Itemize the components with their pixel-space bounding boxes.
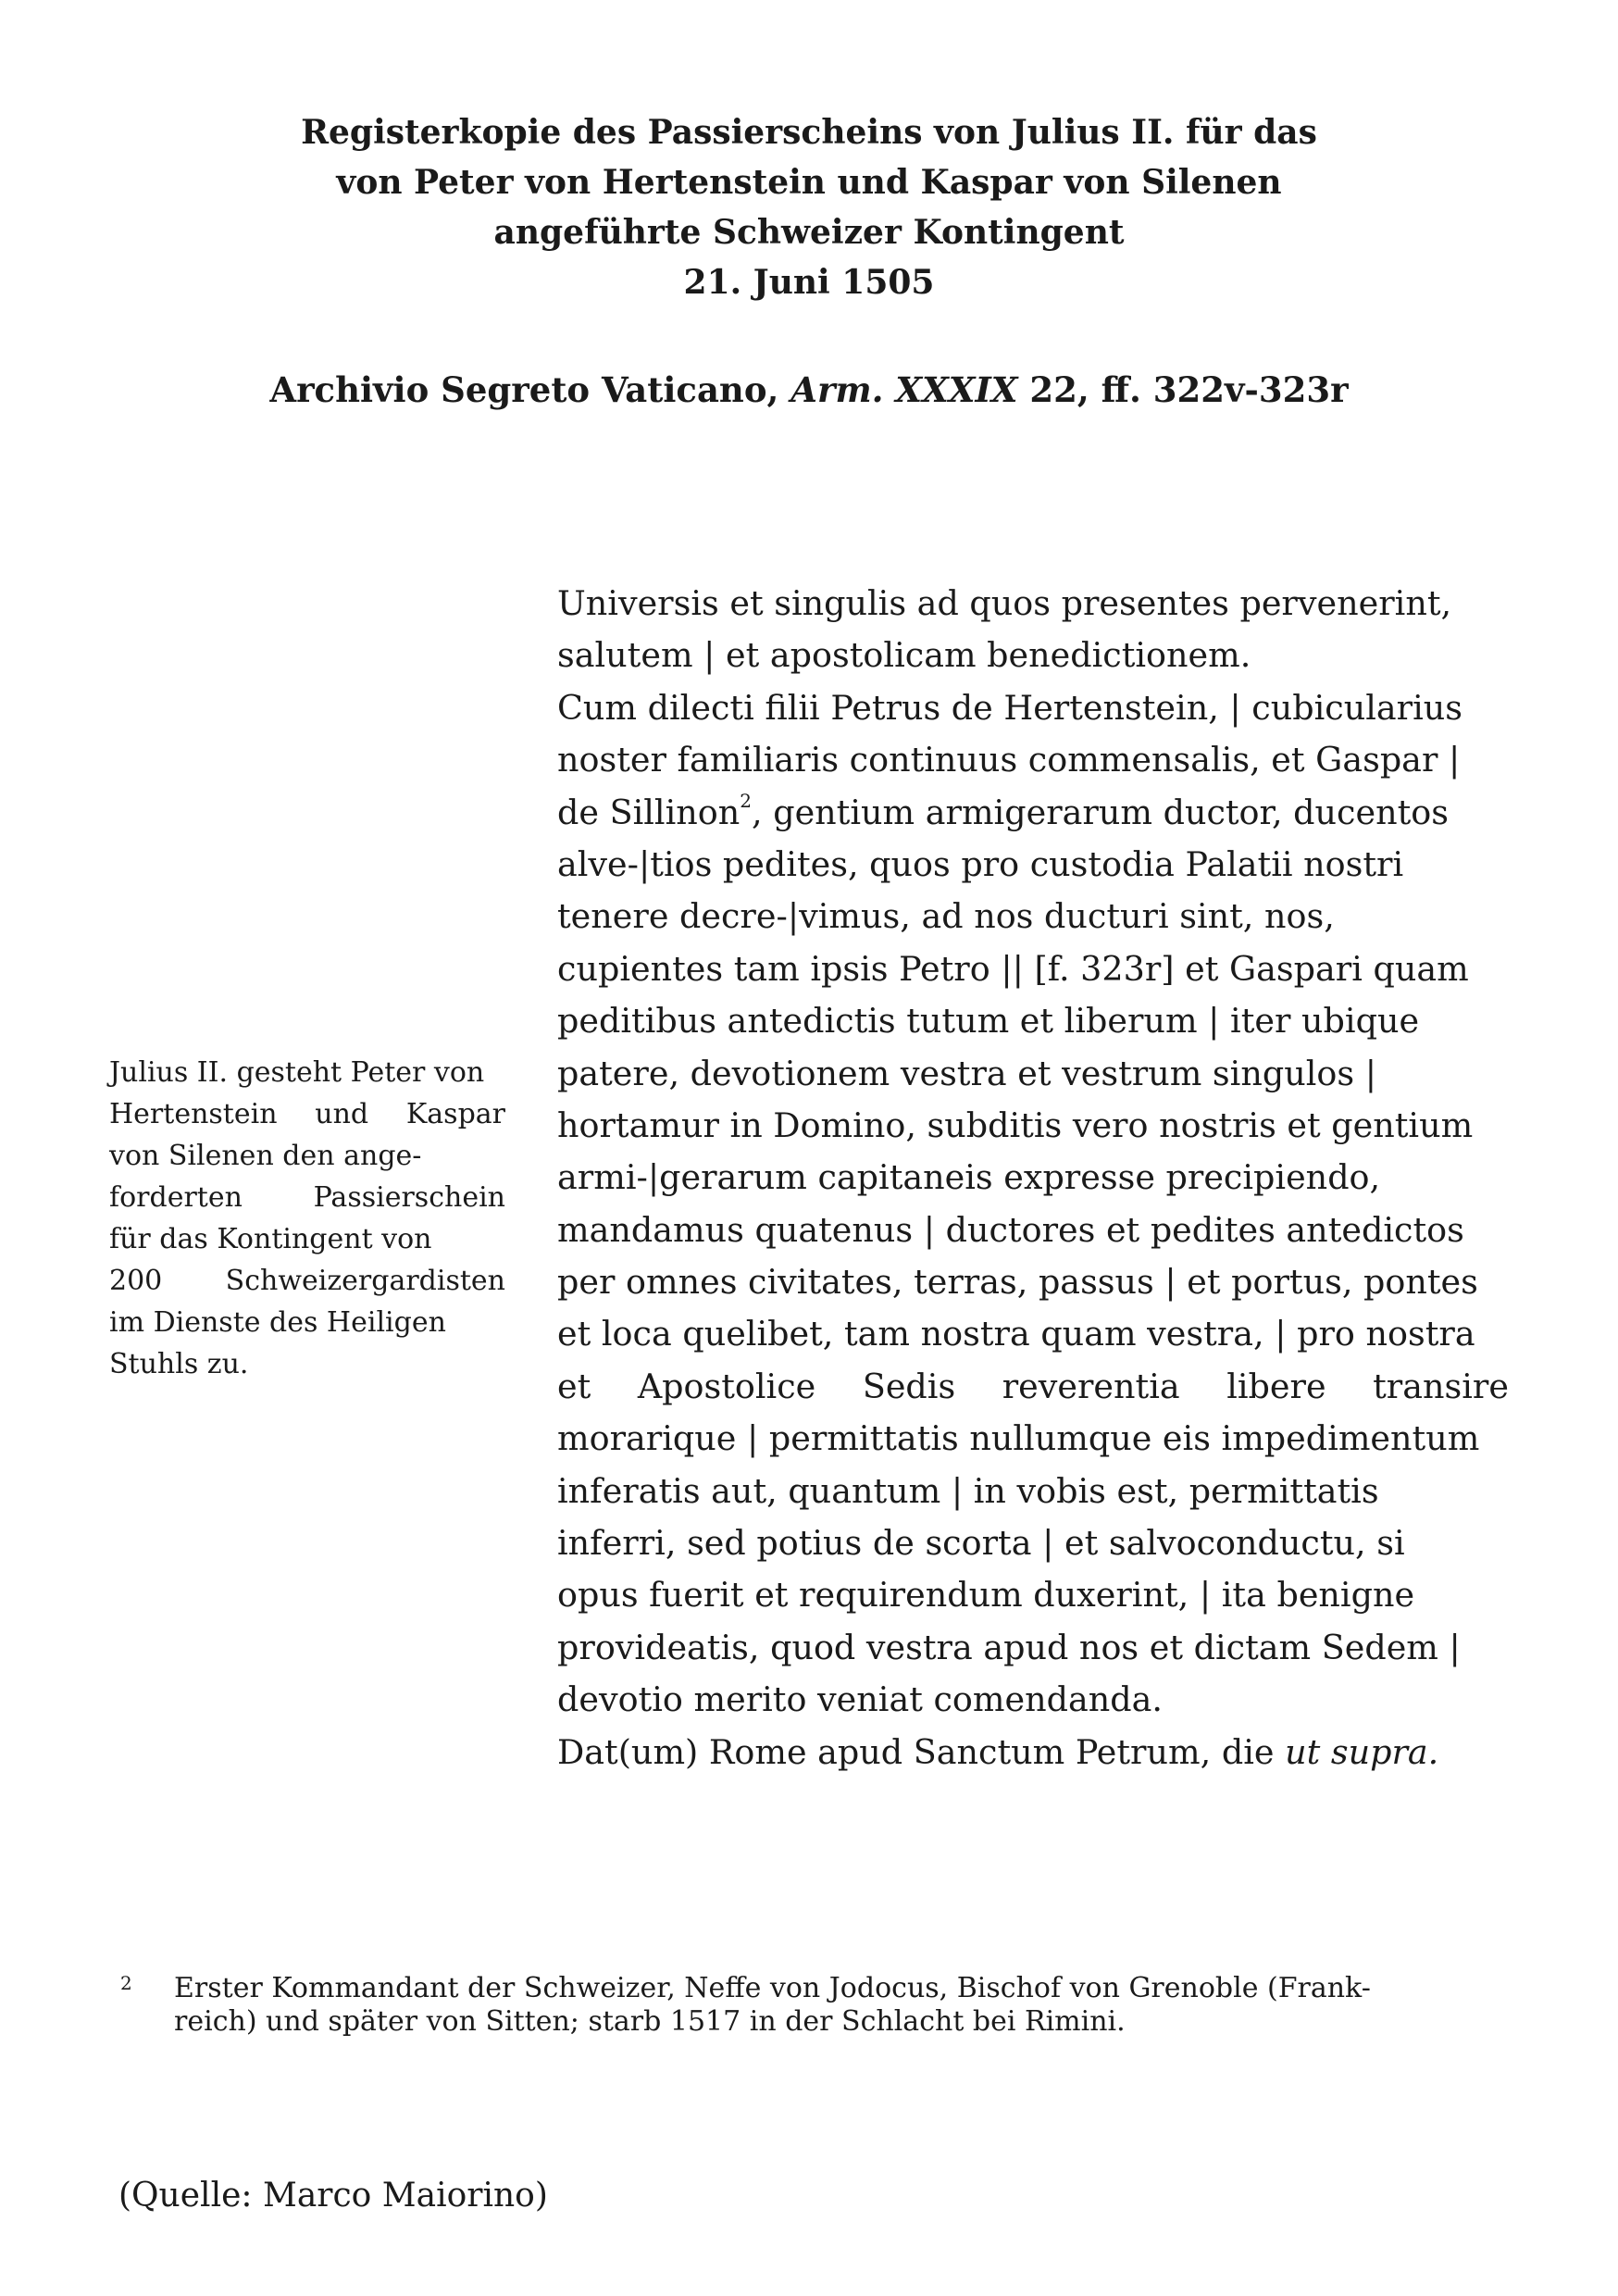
summary-word: Passierschein: [313, 1181, 505, 1214]
transcription-line: cupientes tam ipsis Petro || [f. 323r] et Gaspari quam: [557, 948, 1469, 989]
transcription-line: alve-|tios pedites, quos pro custodia Palatii nostri: [557, 843, 1404, 884]
transcription-word: transire: [1373, 1366, 1509, 1406]
summary-word: 200: [109, 1265, 163, 1297]
archive-folios: 22, ff. 322v-323r: [1017, 369, 1349, 410]
transcription-line: inferri, sed potius de scorta | et salvoconductu, si: [557, 1523, 1405, 1564]
transcription-line: hortamur in Domino, subditis vero nostris et gentium: [557, 1104, 1474, 1145]
transcription-line: [557, 787, 1509, 839]
transcription-line: opus fuerit et requirendum duxerint, | ita benigne: [557, 1575, 1415, 1616]
transcription-word: reverentia: [1002, 1366, 1180, 1406]
summary-line: für das Kontingent von: [109, 1223, 432, 1255]
transcription-line: devotio merito veniat comendanda.: [557, 1679, 1163, 1720]
transcription-line: inferatis aut, quantum | in vobis est, permittatis: [557, 1470, 1379, 1511]
latin-transcription: [557, 578, 1509, 1778]
transcription-line: peditibus antedictis tutum et liberum | iter ubique: [557, 1001, 1420, 1042]
archive-shelfmark: Arm. XXXIX: [790, 369, 1018, 410]
transcription-text: Dat(um) Rome apud Sanctum Petrum, die: [557, 1731, 1286, 1772]
transcription-line: [557, 1361, 1509, 1413]
footnote-text: [174, 1972, 1488, 2039]
summary-line: Stuhls zu.: [109, 1348, 249, 1380]
summary-word: Schweizergardisten: [225, 1265, 505, 1297]
transcription-line: mandamus quatenus | ductores et pedites antedictos: [557, 1209, 1464, 1250]
transcription-word: et: [557, 1366, 591, 1406]
transcription-line: salutem | et apostolicam benedictionem.: [557, 635, 1251, 676]
transcription-word: Apostolice: [637, 1366, 816, 1406]
transcription-line: Cum dilecti filii Petrus de Hertenstein, | cubicularius: [557, 687, 1463, 728]
transcription-italic: ut supra.: [1285, 1731, 1439, 1772]
side-summary: [109, 1052, 505, 1385]
summary-line: von Silenen den ange-: [109, 1140, 422, 1172]
transcription-line: provideatis, quod vestra apud nos et dictam Sedem |: [557, 1627, 1461, 1667]
heading-line: Registerkopie des Passierscheins von Julius II. für das: [301, 113, 1317, 152]
transcription-text: , gentium armigerarum ductor, ducentos: [752, 792, 1449, 832]
transcription-line: morarique | permittatis nullumque eis impedimentum: [557, 1418, 1480, 1459]
transcription-line: patere, devotionem vestra et vestrum singulos |: [557, 1053, 1377, 1093]
source-credit: (Quelle: Marco Maiorino): [118, 2177, 548, 2215]
heading-date: 21. Juni 1505: [683, 263, 935, 302]
transcription-line: Universis et singulis ad quos presentes pervenerint,: [557, 583, 1452, 623]
transcription-line: tenere decre-|vimus, ad nos ducturi sint, nos,: [557, 896, 1335, 937]
transcription-line: per omnes civitates, terras, passus | et portus, pontes: [557, 1262, 1478, 1303]
archive-reference: [0, 365, 1618, 415]
transcription-line: armi-|gerarum capitaneis expresse precipiendo,: [557, 1157, 1381, 1198]
footnote-line: Erster Kommandant der Schweizer, Neffe von Jodocus, Bischof von Grenoble (Frank-: [174, 1972, 1371, 2004]
transcription-text: de Sillinon: [557, 792, 741, 832]
summary-line: [109, 1177, 505, 1218]
footnote-reference[interactable]: 2: [740, 790, 752, 813]
heading-line: von Peter von Hertenstein und Kaspar von Silenen: [336, 163, 1282, 202]
summary-word: Hertenstein: [109, 1098, 278, 1130]
summary-word: forderten: [109, 1181, 243, 1214]
heading-line: angeführte Schweizer Kontingent: [493, 213, 1125, 252]
transcription-word: Sedis: [862, 1366, 956, 1406]
summary-line: [109, 1260, 505, 1302]
transcription-word: libere: [1226, 1366, 1326, 1406]
summary-word: Kaspar: [405, 1098, 505, 1130]
summary-line: [109, 1093, 505, 1135]
footnote-marker: 2: [120, 1972, 132, 1994]
transcription-line: et loca quelibet, tam nostra quam vestra, | pro nostra: [557, 1314, 1475, 1354]
footnote-line: reich) und später von Sitten; starb 1517 in der Schlacht bei Rimini.: [174, 2005, 1126, 2038]
transcription-dating: [557, 1727, 1509, 1778]
summary-line: im Dienste des Heiligen: [109, 1306, 446, 1339]
summary-word: und: [315, 1098, 369, 1130]
document-heading: [0, 107, 1618, 307]
archive-name: Archivio Segreto Vaticano,: [269, 369, 791, 410]
transcription-line: noster familiaris continuus commensalis, et Gaspar |: [557, 740, 1461, 780]
summary-line: Julius II. gesteht Peter von: [109, 1056, 485, 1089]
